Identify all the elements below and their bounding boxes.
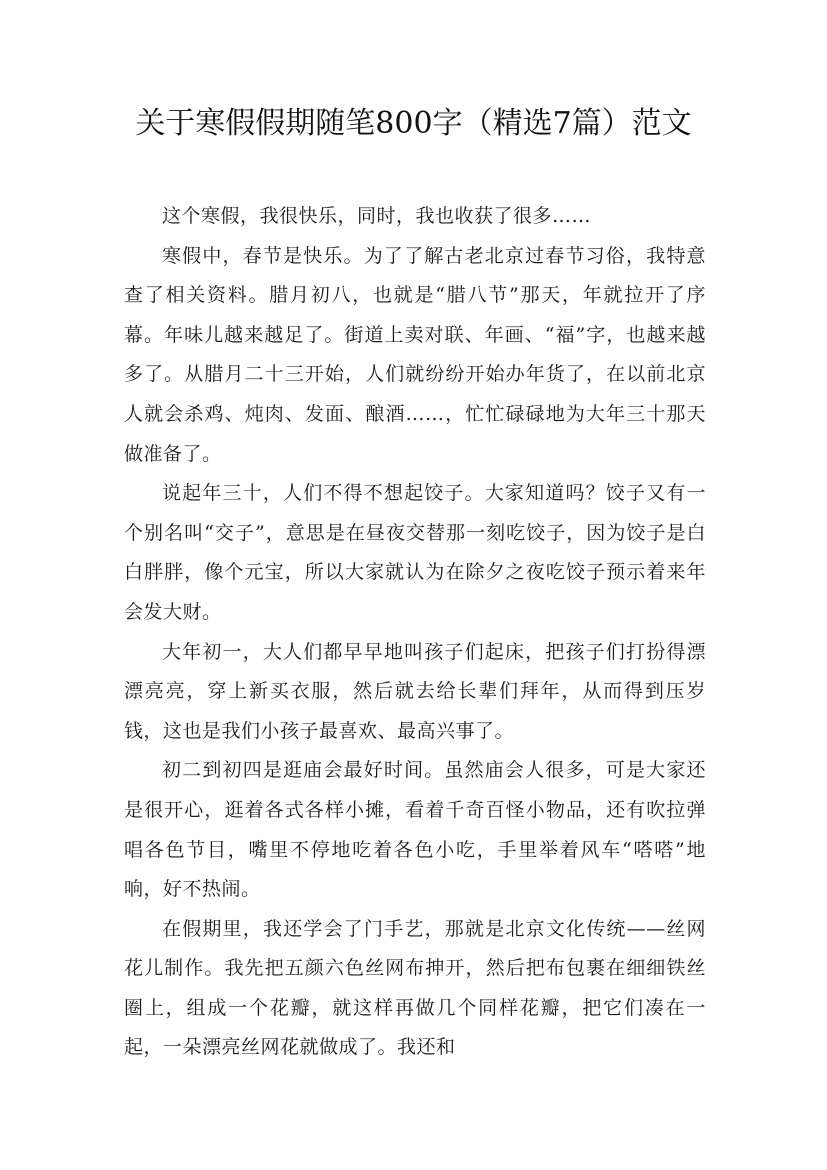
paragraph: 这个寒假，我很快乐，同时，我也收获了很多…… — [162, 205, 592, 227]
paragraph: 寒假中，春节是快乐。为了了解古老北京过春节习俗，我特意查了相关资料。腊月初八，也就是“腊八节”那天，年就拉开了序幕。年味儿越来越足了。街道上卖对联、年画、“福”字，也越来越多了。从腊月二十三开始，人们就纷纷开始办年货了，在以前北京人就会杀鸡、炖肉、发面、酿酒……，忙忙碌碌地为大年三十那天做准备了。 — [124, 244, 706, 465]
paragraph: 在假期里，我还学会了门手艺，那就是北京文化传统——丝网花儿制作。我先把五颜六色丝网布抻开，然后把布包裹在细细铁丝圈上，组成一个花瓣，就这样再做几个同样花瓣，把它们凑在一起，一朵漂亮丝网花就做成了。我还和 — [124, 917, 706, 1059]
paragraph: 说起年三十，人们不得不想起饺子。大家知道吗？饺子又有一个别名叫“交子”，意思是在昼夜交替那一刻吃饺子，因为饺子是白白胖胖，像个元宝，所以大家就认为在除夕之夜吃饺子预示着来年会发大财。 — [124, 482, 706, 623]
paragraph: 大年初一，大人们都早早地叫孩子们起床，把孩子们打扮得漂漂亮亮，穿上新买衣服，然后就去给长辈们拜年，从而得到压岁钱，这也是我们小孩子最喜欢、最高兴事了。 — [124, 640, 706, 742]
document-title: 关于寒假假期随笔800字（精选7篇）范文 — [135, 106, 692, 141]
paragraph: 初二到初四是逛庙会最好时间。虽然庙会人很多，可是大家还是很开心，逛着各式各样小摊，看着千奇百怪小物品，还有吹拉弹唱各色节目，嘴里不停地吃着各色小吃，手里举着风车“嗒嗒”地响，好不热闹。 — [124, 759, 706, 901]
document-body — [124, 197, 706, 1068]
